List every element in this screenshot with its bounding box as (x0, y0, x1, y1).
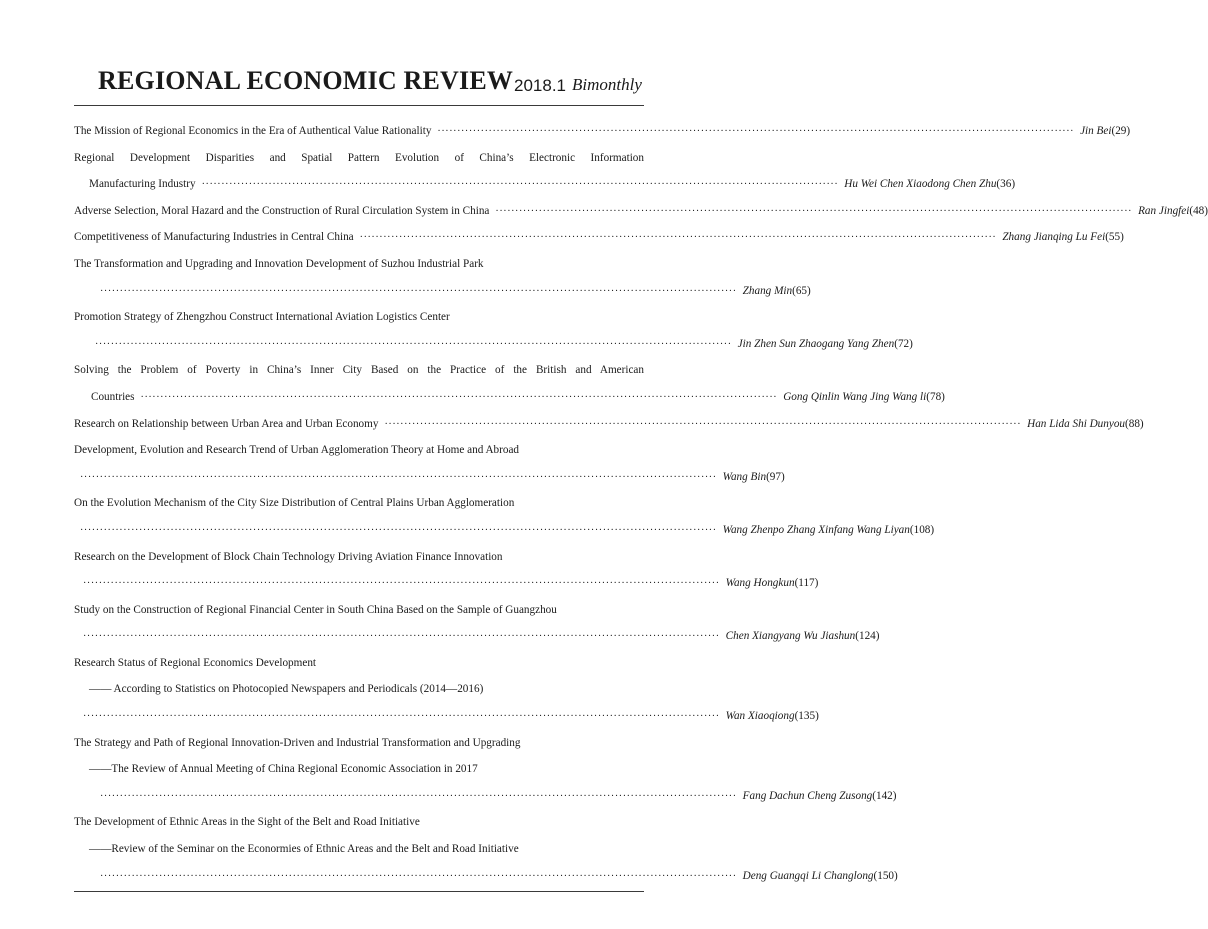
dot-leader: ·································································································································································· (100, 870, 737, 882)
journal-title: REGIONAL ECONOMIC REVIEW (98, 66, 514, 95)
page-number: (150) (873, 869, 898, 882)
toc-entry[interactable] (74, 224, 1124, 251)
article-title-continued[interactable]: Manufacturing Industry (89, 178, 196, 191)
toc-entry[interactable] (74, 171, 1016, 198)
page-number: (88) (1125, 417, 1144, 430)
issue-number: 2018.1 (514, 76, 566, 95)
toc-entry[interactable] (74, 198, 1208, 225)
page-number: (72) (894, 337, 913, 350)
page-number: (124) (855, 630, 880, 643)
dot-leader: ·································································································································································· (201, 179, 839, 191)
toc-entry[interactable] (74, 570, 819, 597)
page-number: (117) (794, 577, 819, 590)
dot-leader: ·································································································································································· (83, 631, 720, 643)
article-authors: Zhang Min (742, 284, 793, 297)
toc-entry[interactable] (74, 863, 898, 890)
dot-leader: ·································································································································································· (80, 524, 717, 536)
toc-entry[interactable] (74, 411, 1144, 438)
article-title[interactable]: Regional Development Disparities and Spatial Pattern Evolution of China’s Electronic Information (74, 151, 644, 164)
dot-leader: ·································································································································································· (95, 338, 732, 350)
article-authors: Wang Bin (722, 470, 767, 483)
toc-entry[interactable] (74, 517, 935, 544)
page-number: (36) (996, 178, 1016, 191)
article-authors: Wang Hongkun (725, 577, 795, 590)
article-title[interactable]: Solving the Problem of Poverty in China’s Inner City Based on the Practice of the British and American (74, 364, 644, 377)
page-number: (135) (794, 710, 819, 723)
article-subtitle: —— According to Statistics on Photocopied Newspapers and Periodicals (2014—2016) (89, 683, 484, 696)
page-number: (48) (1189, 204, 1208, 217)
dot-leader: ·································································································································································· (100, 285, 737, 297)
dot-leader: ·································································································································································· (495, 205, 1133, 217)
article-title-continued[interactable]: Countries (91, 390, 135, 403)
dot-leader: ·································································································································································· (384, 418, 1022, 430)
article-title[interactable]: Research on the Development of Block Chain Technology Driving Aviation Finance Innovation (74, 550, 503, 563)
journal-header (74, 62, 644, 102)
article-authors: Chen Xiangyang Wu Jiashun (725, 630, 856, 643)
dot-leader: ·································································································································································· (83, 578, 720, 590)
toc-entry[interactable] (74, 278, 811, 305)
table-of-contents (74, 118, 1208, 889)
article-title[interactable]: On the Evolution Mechanism of the City Size Distribution of Central Plains Urban Agglomeration (74, 497, 515, 510)
article-title[interactable]: Adverse Selection, Moral Hazard and the Construction of Rural Circulation System in China (74, 204, 490, 217)
article-authors: Hu Wei Chen Xiaodong Chen Zhu (844, 178, 997, 191)
article-authors: Gong Qinlin Wang Jing Wang li (783, 390, 927, 403)
dot-leader: ·································································································································································· (80, 471, 717, 483)
article-title[interactable]: Research on Relationship between Urban Area and Urban Economy (74, 417, 379, 430)
page-number: (29) (1111, 125, 1131, 137)
article-authors: Deng Guangqi Li Changlong (742, 869, 874, 882)
footer-rule (74, 891, 644, 892)
article-title[interactable]: Study on the Construction of Regional Financial Center in South China Based on the Sample of Guangzhou (74, 603, 557, 616)
article-authors: Jin Zhen Sun Zhaogang Yang Zhen (737, 337, 895, 350)
page-number: (55) (1105, 231, 1124, 244)
article-title[interactable]: The Strategy and Path of Regional Innovation-Driven and Industrial Transformation and Upgrading (74, 736, 521, 749)
page-number: (78) (926, 390, 945, 403)
article-authors: Han Lida Shi Dunyou (1027, 417, 1126, 430)
article-subtitle: ——The Review of Annual Meeting of China Regional Economic Association in 2017 (89, 763, 478, 776)
toc-entry[interactable] (74, 623, 880, 650)
toc-entry[interactable] (74, 703, 819, 730)
article-authors: Ran Jingfei (1138, 204, 1190, 217)
dot-leader: ·································································································································································· (100, 790, 737, 802)
dot-leader: ·································································································································································· (437, 126, 1075, 137)
article-authors: Wan Xiaoqiong (725, 710, 795, 723)
article-title[interactable]: The Development of Ethnic Areas in the Sight of the Belt and Road Initiative (74, 816, 420, 829)
page-number: (142) (872, 789, 897, 802)
article-title[interactable]: Development, Evolution and Research Trend of Urban Agglomeration Theory at Home and Abroad (74, 444, 520, 457)
article-title[interactable]: The Transformation and Upgrading and Innovation Development of Suzhou Industrial Park (74, 257, 484, 270)
article-authors: Zhang Jianqing Lu Fei (1002, 231, 1106, 244)
dot-leader: ·································································································································································· (359, 232, 997, 244)
page-number: (108) (909, 523, 935, 536)
toc-entry[interactable] (74, 118, 1131, 145)
page-number: (97) (766, 470, 785, 483)
toc-entry[interactable] (74, 464, 785, 491)
toc-entry[interactable] (74, 384, 945, 411)
article-title[interactable]: Research Status of Regional Economics Development (74, 656, 317, 669)
page-number: (65) (792, 284, 811, 297)
header-rule (74, 105, 644, 106)
toc-entry[interactable] (74, 783, 897, 810)
article-authors: Jin Bei (1080, 125, 1112, 137)
dot-leader: ·································································································································································· (140, 391, 778, 403)
article-subtitle: ——Review of the Seminar on the Econormies of Ethnic Areas and the Belt and Road Initiative (89, 843, 519, 856)
article-authors: Fang Dachun Cheng Zusong (742, 789, 873, 802)
toc-entry[interactable] (74, 331, 913, 358)
dot-leader: ·································································································································································· (83, 711, 720, 723)
article-title[interactable]: The Mission of Regional Economics in the Era of Authentical Value Rationality (74, 125, 432, 137)
article-authors: Wang Zhenpo Zhang Xinfang Wang Liyan (722, 523, 910, 536)
article-title[interactable]: Competitiveness of Manufacturing Industries in Central China (74, 231, 354, 244)
article-title[interactable]: Promotion Strategy of Zhengzhou Construct International Aviation Logistics Center (74, 311, 450, 324)
publication-frequency: Bimonthly (572, 75, 642, 94)
